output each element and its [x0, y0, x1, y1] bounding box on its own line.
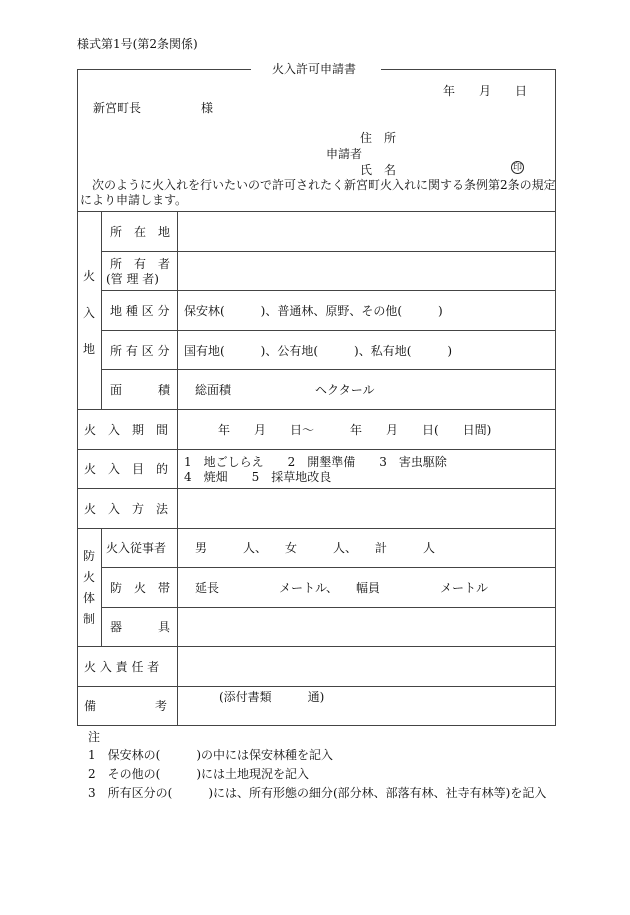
note-item-2: 2 その他の( )には土地現況を記入	[88, 767, 309, 781]
row-line-3	[101, 330, 556, 331]
note-item-1: 1 保安林の( )の中には保安林種を記入	[88, 748, 333, 762]
intro-line-1: 次のように火入れを行いたいので許可されたく新宮町火入れに関する条例第2条の規定	[80, 178, 556, 192]
applicant-label: 申請者	[326, 147, 363, 161]
row-line-9	[101, 567, 556, 568]
method-label: 火 入 方 法	[84, 502, 169, 516]
workers-label: 火入従事者	[106, 541, 167, 555]
seal-mark: 印	[512, 163, 522, 173]
value-divider	[177, 211, 178, 725]
equipment-label: 器 具	[110, 620, 171, 634]
group-fire-site-char-2: 入	[82, 306, 95, 320]
form-title: 火入許可申請書	[272, 62, 357, 76]
land-type-label: 地 種 区 分	[110, 304, 170, 318]
addressee: 新宮町長	[93, 101, 142, 115]
remarks-value: (添付書類 通)	[219, 690, 325, 704]
row-line-7	[77, 488, 556, 489]
frame-left	[77, 69, 78, 725]
row-line-6	[77, 449, 556, 450]
row-line-4	[101, 369, 556, 370]
ownership-value: 国有地( )、公有地( )、私有地( )	[184, 344, 453, 358]
group-fire-prevention-char-4: 制	[82, 612, 95, 626]
remarks-label-right: 考	[155, 699, 168, 713]
addressee-sama: 様	[201, 101, 214, 115]
form-id: 様式第1号(第2条関係)	[77, 37, 198, 51]
row-line-11	[77, 646, 556, 647]
name-label: 氏 名	[360, 163, 397, 177]
group-divider-fire-prevention	[101, 528, 102, 646]
row-line-2	[101, 290, 556, 291]
row-line-1	[101, 251, 556, 252]
firebreak-value: 延長 メートル、 幅員 メートル	[195, 581, 489, 595]
row-line-10	[101, 607, 556, 608]
group-fire-prevention-char-2: 火	[82, 570, 95, 584]
land-type-value: 保安林( )、普通林、原野、その他( )	[184, 304, 443, 318]
owner-sub-label: (管 理 者)	[106, 272, 159, 286]
frame-top-left	[77, 69, 251, 70]
row-line-8	[77, 528, 556, 529]
location-label: 所 在 地	[110, 225, 171, 239]
frame-bottom	[77, 725, 556, 726]
period-value: 年 月 日〜 年 月 日( 日間)	[218, 423, 492, 437]
purpose-label: 火 入 目 的	[84, 462, 169, 476]
row-line-12	[77, 686, 556, 687]
group-divider-fire-site	[101, 211, 102, 409]
table-top	[77, 211, 556, 212]
group-fire-site-char-1: 火	[82, 269, 95, 283]
purpose-line-2: 4 焼畑 5 採草地改良	[184, 470, 332, 484]
workers-value: 男 人、 女 人、 計 人	[195, 541, 436, 555]
area-label: 面 積	[110, 383, 171, 397]
address-label: 住 所	[360, 131, 397, 145]
area-value: 総面積 ヘクタール	[195, 383, 375, 397]
frame-top-right	[381, 69, 556, 70]
intro-line-2: により申請します。	[80, 193, 188, 207]
frame-right	[555, 69, 556, 725]
row-line-5	[77, 409, 556, 410]
group-fire-prevention-char-1: 防	[82, 549, 95, 563]
date-line: 年 月 日	[443, 84, 528, 98]
firebreak-label: 防 火 帯	[110, 581, 171, 595]
purpose-line-1: 1 地ごしらえ 2 開墾準備 3 害虫駆除	[184, 455, 447, 469]
remarks-label-left: 備	[84, 699, 97, 713]
owner-label: 所 有 者	[110, 257, 171, 271]
notes-heading: 注	[88, 730, 101, 744]
responsible-label: 火 入 責 任 者	[84, 660, 160, 674]
note-item-3: 3 所有区分の( )には、所有形態の細分(部分林、部落有林、社寺有林等)を記入	[88, 786, 547, 800]
period-label: 火 入 期 間	[84, 423, 169, 437]
group-fire-prevention-char-3: 体	[82, 591, 95, 605]
ownership-label: 所 有 区 分	[110, 344, 170, 358]
group-fire-site-char-3: 地	[82, 342, 95, 356]
